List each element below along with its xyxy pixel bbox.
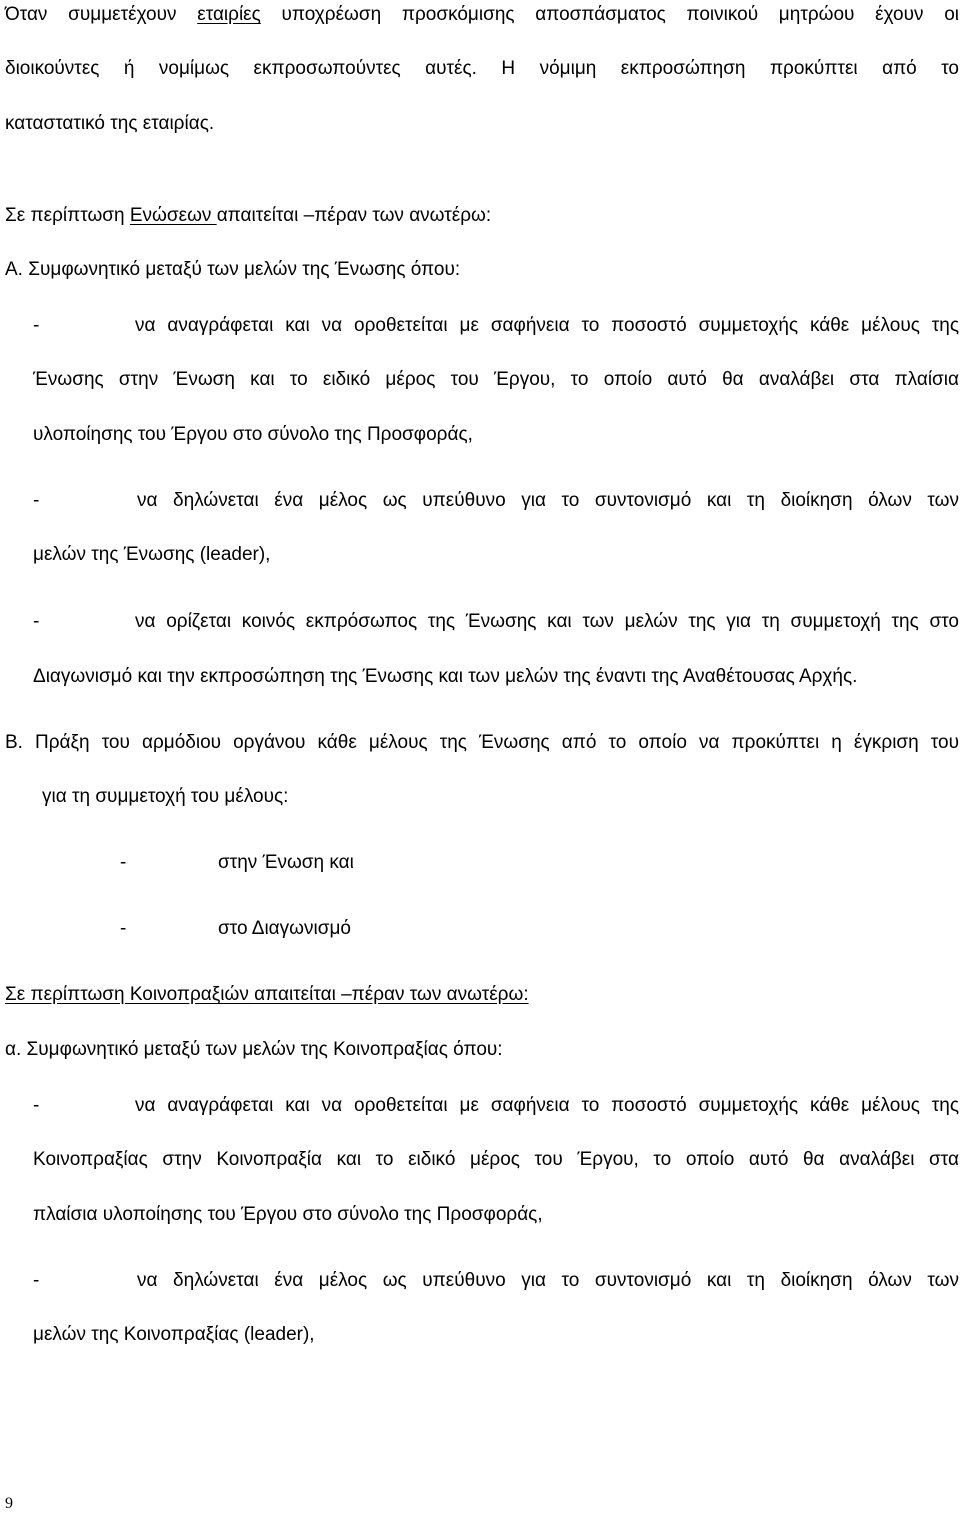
list-dash: - xyxy=(33,1095,40,1116)
paragraph-line xyxy=(5,5,959,24)
list-dash: - xyxy=(33,1270,40,1291)
list-item-line: να ορίζεται κοινός εκπρόσωπος της Ένωσης και των μελών της για τη συμμετοχή της στο xyxy=(135,611,959,632)
text-span: υποχρέωση προσκόμισης αποσπάσματος ποινικού μητρώου έχουν οι xyxy=(260,4,960,25)
section-heading-consortia xyxy=(5,985,529,1004)
list-dash: - xyxy=(33,490,40,511)
paragraph-line: διοικούντες ή νομίμως εκπροσωπούντες αυτές. Η νόμιμη εκπροσώπηση προκύπτει από το xyxy=(5,58,959,79)
paragraph-line: καταστατικό της εταιρίας. xyxy=(5,113,215,134)
underlined-term: απαιτείται –πέραν των ανωτέρω: xyxy=(248,984,529,1005)
underlined-term: Ενώσεων xyxy=(129,205,217,226)
subsection-title-a: α. Συμφωνητικό μεταξύ των μελών της Κοινοπραξίας όπου: xyxy=(5,1039,503,1060)
paragraph-line: για τη συμμετοχή του μέλους: xyxy=(42,786,289,807)
underlined-term: Σε xyxy=(5,984,31,1005)
text-span: απαιτείται –πέραν των ανωτέρω: xyxy=(216,205,492,226)
list-dash: - xyxy=(120,852,127,873)
list-item-line: μελών της Ένωσης (leader), xyxy=(33,544,271,565)
list-item-line: στην Ένωση και xyxy=(218,852,354,873)
underlined-term: εταιρίες xyxy=(197,4,261,25)
underlined-term: περίπτωση Κοινοπραξιών xyxy=(30,984,249,1005)
list-item-line: πλαίσια υλοποίησης του Έργου στο σύνολο της Προσφοράς, xyxy=(33,1204,543,1225)
list-item-line: Διαγωνισμό και την εκπροσώπηση της Ένωσης και των μελών της έναντι της Αναθέτουσας Αρχής. xyxy=(33,666,858,687)
page-number: 9 xyxy=(5,1495,13,1512)
list-item-line: Κοινοπραξίας στην Κοινοπραξία και το ειδικό μέρος του Έργου, το οποίο αυτό θα αναλάβει στα xyxy=(33,1149,959,1170)
list-item-line: Ένωσης στην Ένωση και το ειδικό μέρος του Έργου, το οποίο αυτό θα αναλάβει στα πλαίσια xyxy=(33,369,959,390)
list-item-line: να αναγράφεται και να οροθετείται με σαφήνεια το ποσοστό συμμετοχής κάθε μέλους της xyxy=(135,315,959,336)
subsection-title-a: Α. Συμφωνητικό μεταξύ των μελών της Ένωσης όπου: xyxy=(5,259,461,280)
list-item-line: υλοποίησης του Έργου στο σύνολο της Προσφοράς, xyxy=(33,424,473,445)
text-span: Όταν συμμετέχουν xyxy=(5,4,198,25)
list-item-line: να δηλώνεται ένα μέλος ως υπεύθυνο για το συντονισμό και τη διοίκηση όλων των xyxy=(137,1270,959,1291)
list-dash: - xyxy=(33,315,40,336)
text-span: Σε περίπτωση xyxy=(5,205,130,226)
subsection-title-b: Β. Πράξη του αρμόδιου οργάνου κάθε μέλους της Ένωσης από το οποίο να προκύπτει η έγκριση του xyxy=(5,732,959,753)
list-item-line: μελών της Κοινοπραξίας (leader), xyxy=(33,1324,315,1345)
section-heading-unions xyxy=(5,206,491,225)
list-item-line: να δηλώνεται ένα μέλος ως υπεύθυνο για το συντονισμό και τη διοίκηση όλων των xyxy=(137,490,959,511)
list-dash: - xyxy=(33,611,40,632)
list-item-line: στο Διαγωνισμό xyxy=(218,918,351,939)
list-dash: - xyxy=(120,918,127,939)
list-item-line: να αναγράφεται και να οροθετείται με σαφήνεια το ποσοστό συμμετοχής κάθε μέλους της xyxy=(135,1095,959,1116)
